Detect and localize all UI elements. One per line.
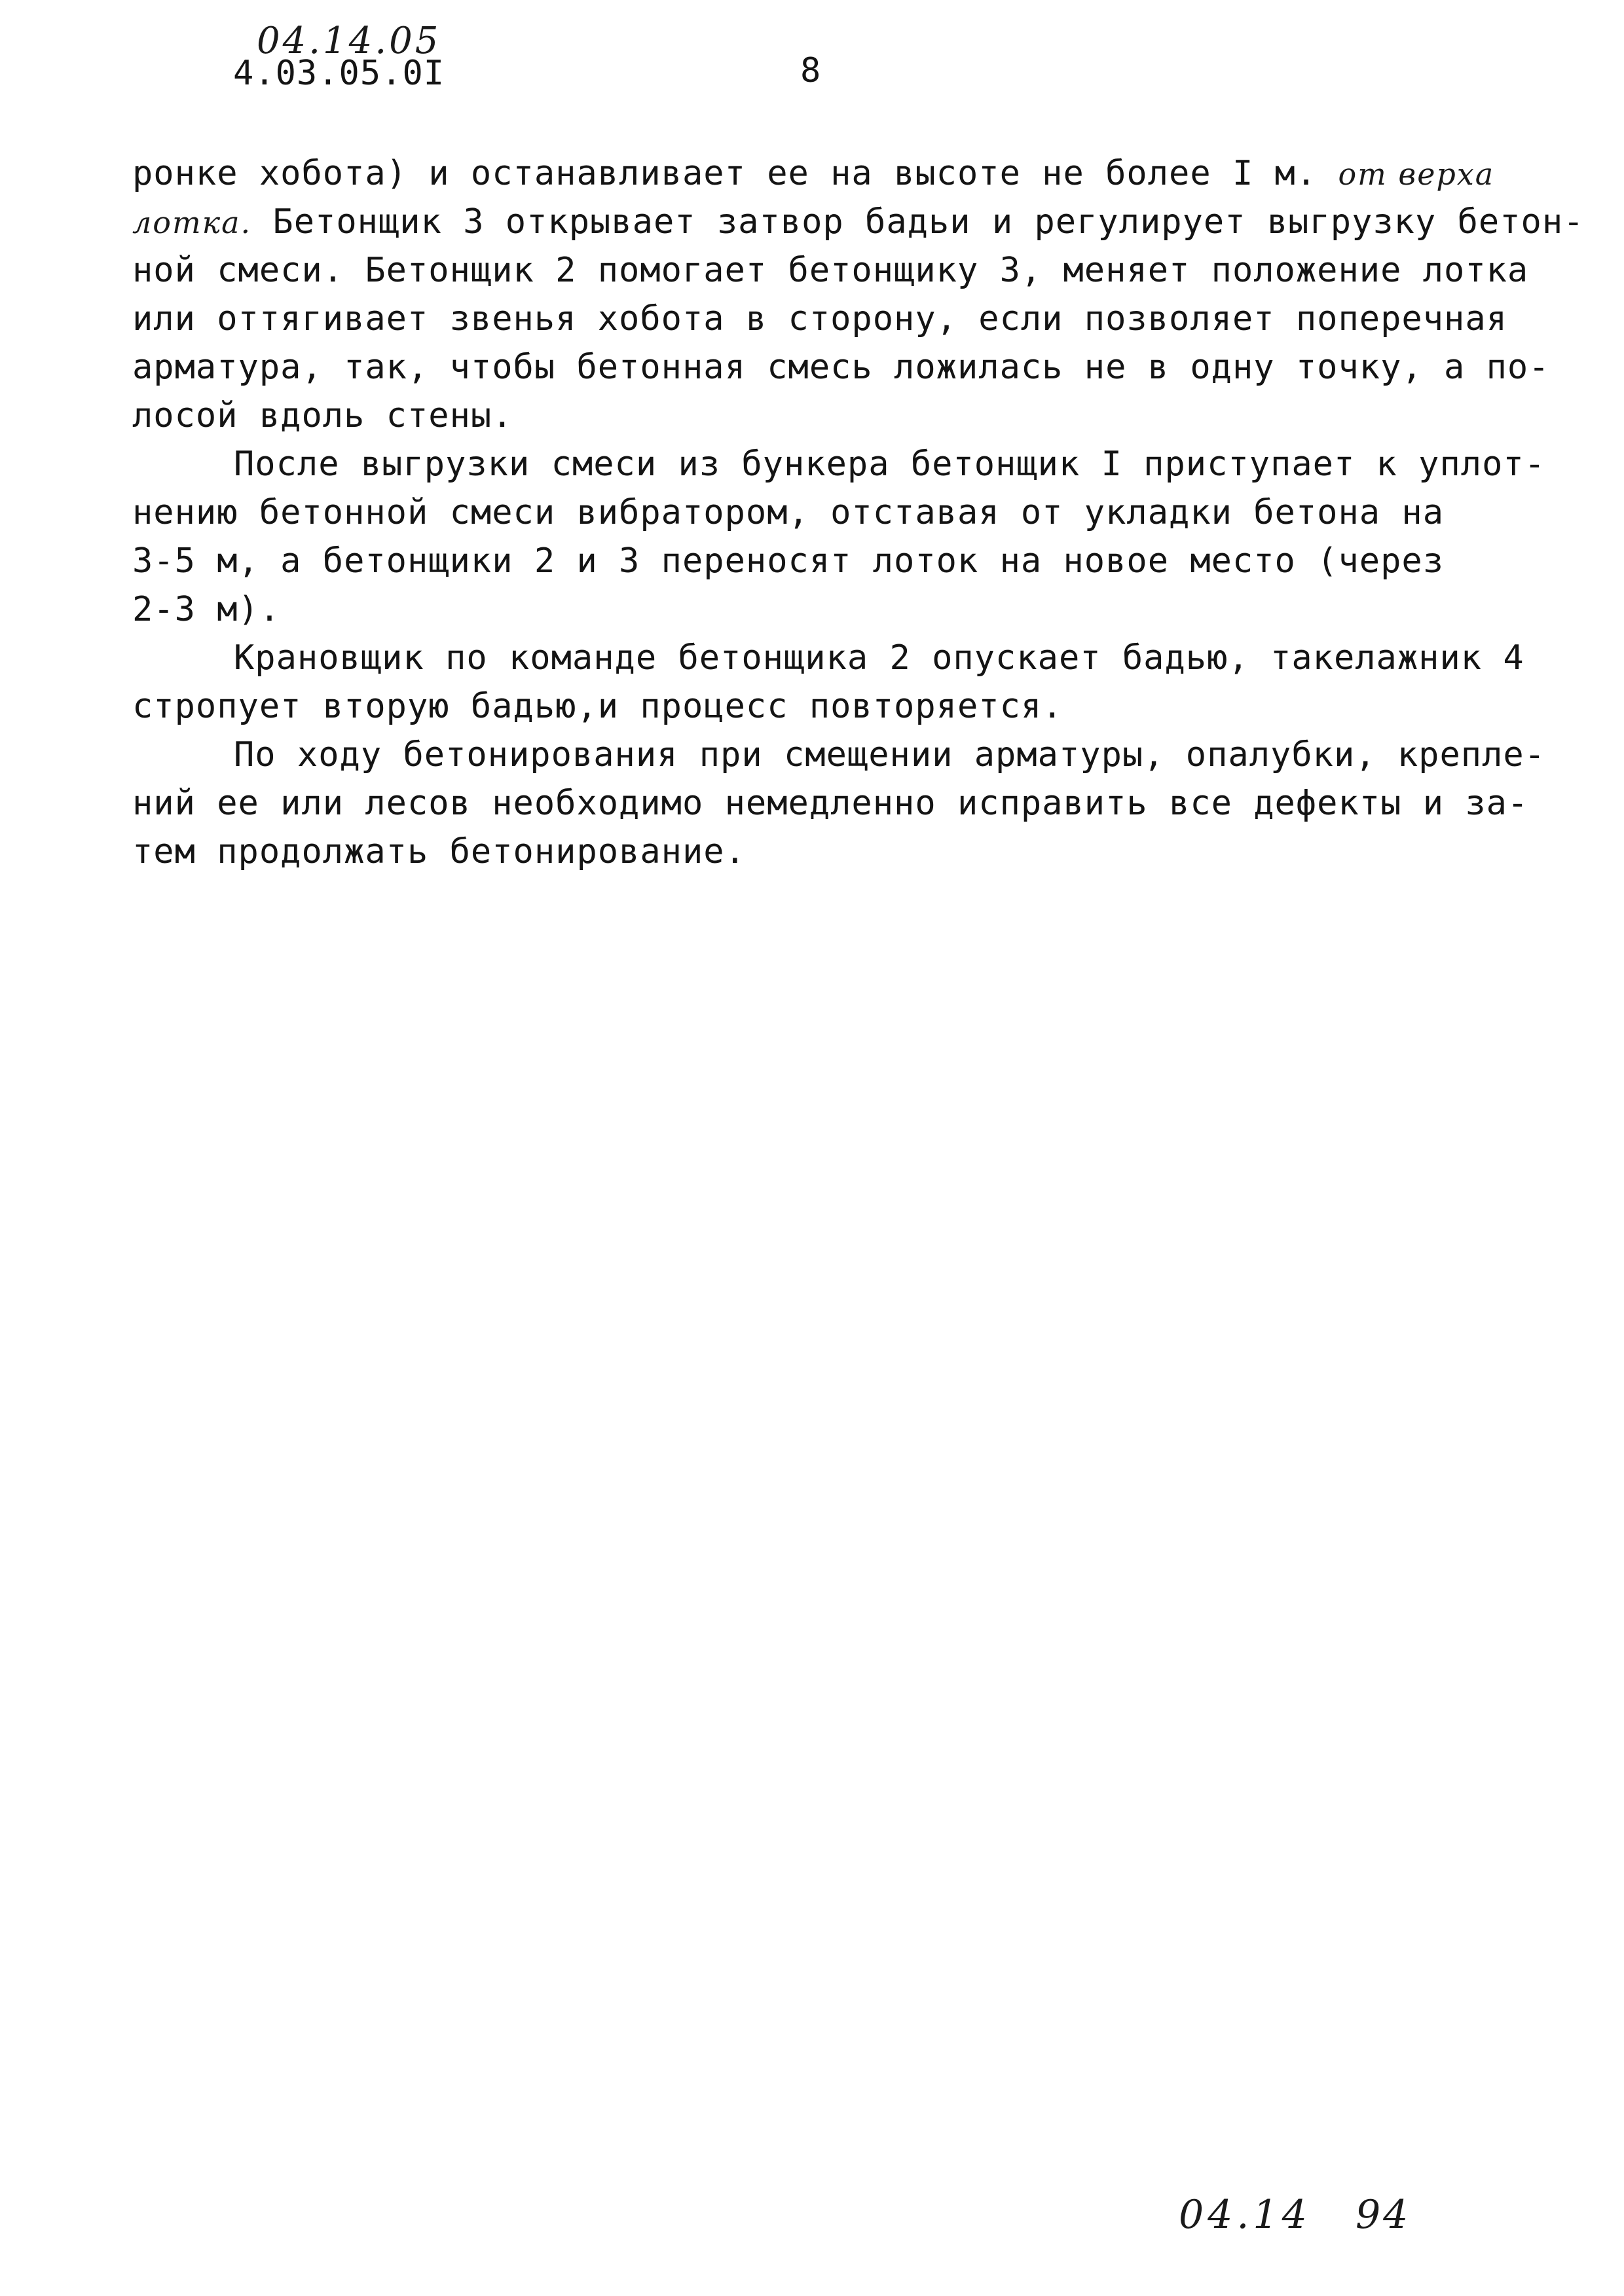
- text-line: [132, 149, 1494, 198]
- paragraph-start-line: По ходу бетонирования при смещении арматуры, опалубки, крепле-: [234, 735, 1546, 774]
- handwritten-header-code: 04.14.05: [257, 20, 441, 62]
- text-line: лосой вдоль стены.: [132, 396, 513, 435]
- handwritten-insert: от верха: [1338, 156, 1495, 192]
- document-body: [132, 149, 1585, 876]
- text-line: или оттягивает звенья хобота в сторону, если позволяет поперечная: [132, 299, 1507, 338]
- handwritten-footer-code: 04.14: [1179, 2192, 1311, 2238]
- page-number: 8: [800, 51, 822, 90]
- handwritten-footer-number: 94: [1356, 2192, 1411, 2238]
- text-line: тем продолжать бетонирование.: [132, 832, 746, 871]
- document-code: 4.03.05.0I: [233, 54, 445, 93]
- text-line: нению бетонной смеси вибратором, отставая от укладки бетона на: [132, 493, 1445, 532]
- line-text: Бетонщик 3 открывает затвор бадьи и регулирует выгрузку бетон-: [251, 202, 1585, 242]
- text-line: ной смеси. Бетонщик 2 помогает бетонщику 3, меняет положение лотка: [132, 251, 1529, 290]
- paragraph-start-line: Крановщик по команде бетонщика 2 опускает бадью, такелажник 4: [234, 638, 1524, 678]
- handwritten-insert: лотка.: [132, 205, 252, 240]
- text-line: арматура, так, чтобы бетонная смесь ложилась не в одну точку, а по-: [132, 348, 1550, 387]
- text-line: стропует вторую бадью,и процесс повторяется.: [132, 687, 1063, 726]
- paragraph-start-line: После выгрузки смеси из бункера бетонщик I приступает к уплот-: [234, 445, 1546, 484]
- line-text: ронке хобота) и останавливает ее на высоте не более I м.: [132, 154, 1318, 193]
- text-line: 3-5 м, а бетонщики 2 и 3 переносят лоток на новое место (через: [132, 541, 1445, 581]
- text-line: [132, 198, 1585, 246]
- text-line: ний ее или лесов необходимо немедленно исправить все дефекты и за-: [132, 784, 1529, 823]
- text-line: 2-3 м).: [132, 590, 281, 629]
